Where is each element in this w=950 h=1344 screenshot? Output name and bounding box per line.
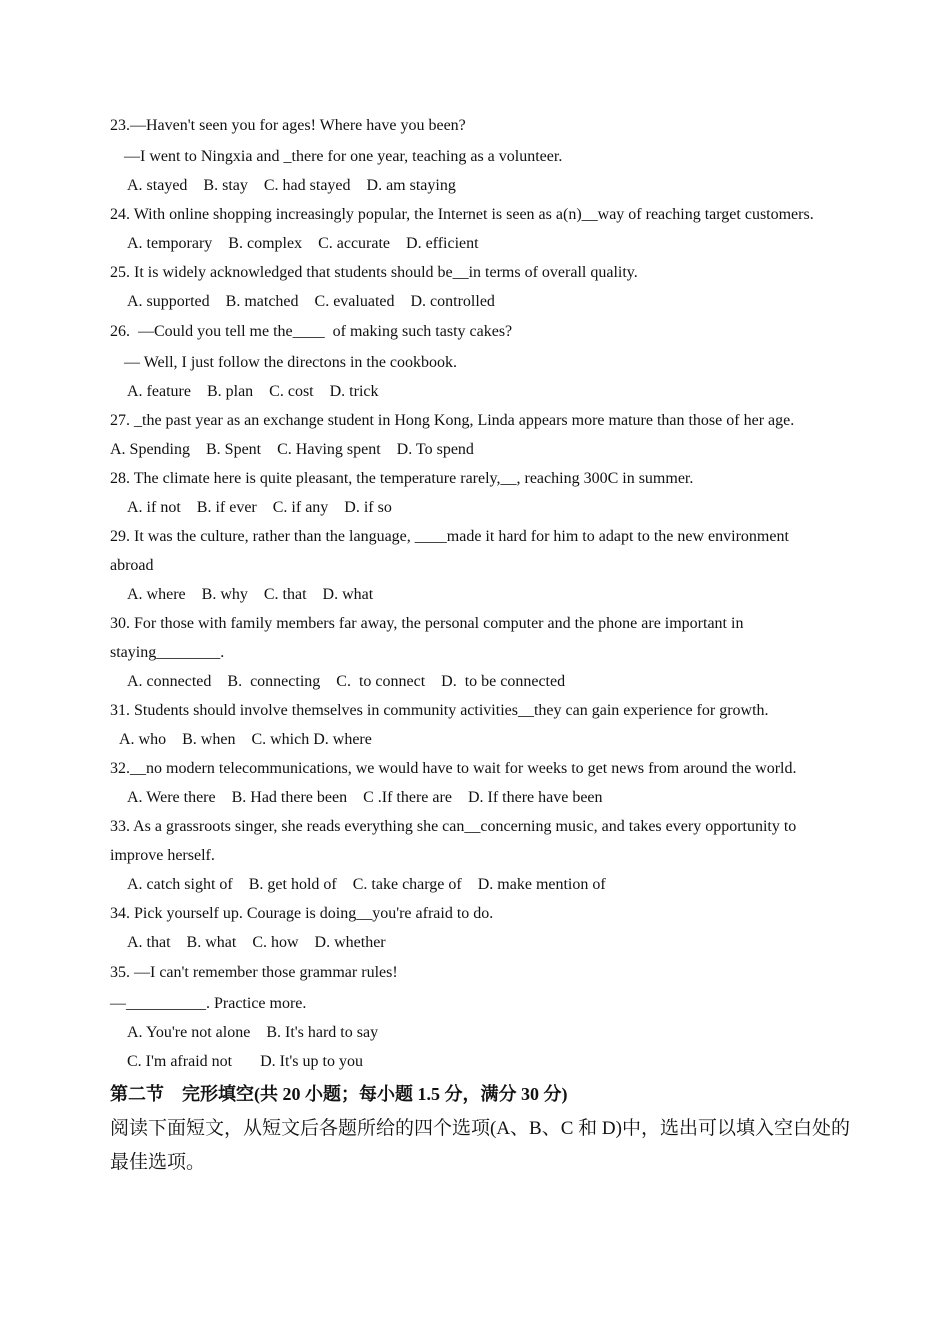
section-heading: 第二节 完形填空(共 20 小题；每小题 1.5 分，满分 30 分) <box>110 1084 568 1104</box>
q24-stem: 24. With online shopping increasingly popular, the Internet is seen as a(n)__way of reaching target customers. <box>110 206 814 223</box>
q23-stem: 23.—Haven't seen you for ages! Where have you been? <box>110 117 466 134</box>
q33-options: A. catch sight of B. get hold of C. take charge of D. make mention of <box>127 876 606 893</box>
q33-stem-line2: improve herself. <box>110 847 215 864</box>
q34-options: A. that B. what C. how D. whether <box>127 934 386 951</box>
q33-stem-line1: 33. As a grassroots singer, she reads everything she can__concerning music, and takes every opportunity to <box>110 818 797 835</box>
q35-options-line2: C. I'm afraid not D. It's up to you <box>127 1053 363 1070</box>
q30-options: A. connected B. connecting C. to connect D. to be connected <box>127 673 566 690</box>
section-instruction: 阅读下面短文，从短文后各题所给的四个选项(A、B、C 和 D)中，选出可以填入空白处的最佳选项。 <box>110 1118 850 1173</box>
q26-stem: 26. —Could you tell me the____ of making such tasty cakes? <box>110 323 513 340</box>
q35-options-line1: A. You're not alone B. It's hard to say <box>127 1024 379 1041</box>
q31-stem: 31. Students should involve themselves in community activities__they can gain experience for growth. <box>110 702 769 719</box>
q31-options: A. who B. when C. which D. where <box>119 731 372 748</box>
q35-reply: —__________. Practice more. <box>110 995 307 1012</box>
q30-stem-line1: 30. For those with family members far away, the personal computer and the phone are important in <box>110 615 744 632</box>
q25-options: A. supported B. matched C. evaluated D. controlled <box>127 293 495 310</box>
q24-options: A. temporary B. complex C. accurate D. efficient <box>127 235 479 252</box>
q27-stem: 27. _the past year as an exchange student in Hong Kong, Linda appears more mature than those of her age. <box>110 412 795 429</box>
q35-stem: 35. —I can't remember those grammar rules! <box>110 964 398 981</box>
q29-options: A. where B. why C. that D. what <box>127 586 374 603</box>
q32-options: A. Were there B. Had there been C .If there are D. If there have been <box>127 789 603 806</box>
q29-stem-line2: abroad <box>110 557 154 574</box>
q23-reply: —I went to Ningxia and _there for one year, teaching as a volunteer. <box>124 148 563 165</box>
q23-options: A. stayed B. stay C. had stayed D. am staying <box>127 177 456 194</box>
q27-options: A. Spending B. Spent C. Having spent D. To spend <box>110 441 474 458</box>
q30-stem-line2: staying________. <box>110 644 225 661</box>
q25-stem: 25. It is widely acknowledged that students should be__in terms of overall quality. <box>110 264 638 281</box>
q28-stem: 28. The climate here is quite pleasant, the temperature rarely,__, reaching 300C in summer. <box>110 470 694 487</box>
q34-stem: 34. Pick yourself up. Courage is doing__you're afraid to do. <box>110 905 494 922</box>
q29-stem-line1: 29. It was the culture, rather than the language, ____made it hard for him to adapt to the new environment <box>110 528 789 545</box>
q28-options: A. if not B. if ever C. if any D. if so <box>127 499 392 516</box>
q32-stem: 32.__no modern telecommunications, we would have to wait for weeks to get news from around the world. <box>110 760 797 777</box>
q26-options: A. feature B. plan C. cost D. trick <box>127 383 379 400</box>
q26-reply: — Well, I just follow the directons in the cookbook. <box>124 354 458 371</box>
